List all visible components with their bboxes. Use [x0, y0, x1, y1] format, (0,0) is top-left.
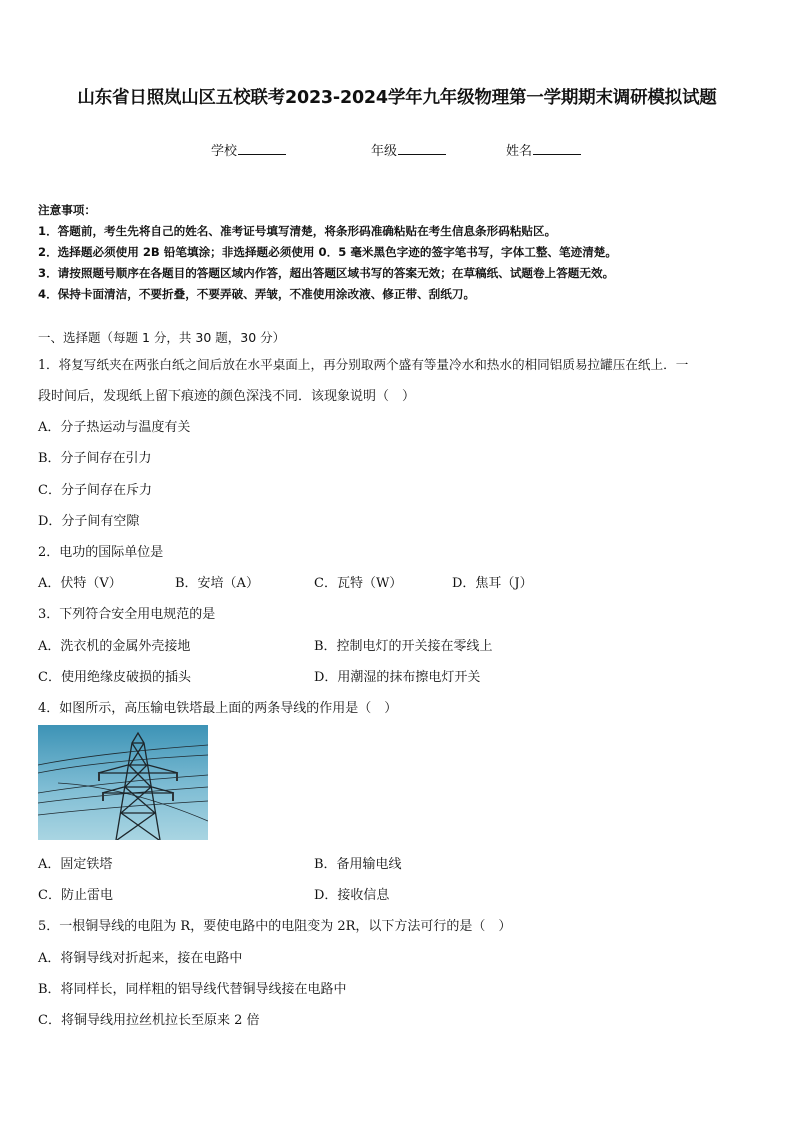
q4-option-c[interactable]: C．防止雷电: [38, 888, 113, 903]
q1-option-d[interactable]: D．分子间有空隙: [38, 514, 140, 529]
notice-heading: 注意事项：: [38, 203, 96, 217]
question-1-stem-cont: 段时间后，发现纸上留下痕迹的颜色深浅不同．该现象说明（ ）: [38, 389, 416, 404]
q1-option-b[interactable]: B．分子间存在引力: [38, 451, 152, 466]
q1-option-a[interactable]: A．分子热运动与温度有关: [38, 420, 191, 435]
school-field: [211, 140, 286, 159]
name-field: [506, 140, 581, 159]
q2-option-d[interactable]: D．焦耳（J）: [452, 576, 533, 591]
grade-label: 年级: [371, 144, 398, 159]
notice-item: 2．选择题必须使用 2B 铅笔填涂；非选择题必须使用 0．5 毫米黑色字迹的签字笔书写，字体工整、笔迹清楚。: [38, 245, 617, 259]
q3-option-a[interactable]: A．洗衣机的金属外壳接地: [38, 639, 191, 654]
q4-option-d[interactable]: D．接收信息: [314, 888, 390, 903]
notice-item: 4．保持卡面清洁，不要折叠，不要弄破、弄皱，不准使用涂改液、修正带、刮纸刀。: [38, 287, 476, 301]
q1-option-c[interactable]: C．分子间存在斥力: [38, 483, 152, 498]
grade-field: [371, 140, 446, 159]
q5-option-c[interactable]: C．将铜导线用拉丝机拉长至原来 2 倍: [38, 1013, 260, 1028]
q3-option-b[interactable]: B．控制电灯的开关接在零线上: [314, 639, 493, 654]
q3-option-d[interactable]: D．用潮湿的抹布擦电灯开关: [314, 670, 481, 685]
q2-option-c[interactable]: C．瓦特（W）: [314, 576, 403, 591]
q5-option-b[interactable]: B．将同样长，同样粗的铝导线代替铜导线接在电路中: [38, 982, 347, 997]
q2-option-b[interactable]: B．安培（A）: [175, 576, 259, 591]
question-2-stem: 2．电功的国际单位是: [38, 545, 164, 560]
q3-option-c[interactable]: C．使用绝缘皮破损的插头: [38, 670, 191, 685]
school-label: 学校: [211, 144, 238, 159]
notice-item: 1．答题前，考生先将自己的姓名、准考证号填写清楚，将条形码准确粘贴在考生信息条形码粘贴区。: [38, 224, 557, 238]
section-heading: 一、选择题（每题 1 分，共 30 题，30 分）: [38, 330, 286, 345]
exam-title: 山东省日照岚山区五校联考2023-2024学年九年级物理第一学期期末调研模拟试题: [77, 88, 717, 108]
school-blank[interactable]: [238, 142, 286, 155]
question-3-stem: 3．下列符合安全用电规范的是: [38, 607, 216, 622]
name-label: 姓名: [506, 144, 533, 159]
name-blank[interactable]: [533, 142, 581, 155]
question-5-stem: 5．一根铜导线的电阻为 R，要使电路中的电阻变为 2R，以下方法可行的是（ ）: [38, 919, 512, 934]
notice-item: 3．请按照题号顺序在各题目的答题区域内作答，超出答题区域书写的答案无效；在草稿纸、试题卷上答题无效。: [38, 266, 615, 280]
q4-option-a[interactable]: A．固定铁塔: [38, 857, 113, 872]
q4-option-b[interactable]: B．备用输电线: [314, 857, 402, 872]
q2-option-a[interactable]: A．伏特（V）: [38, 576, 122, 591]
power-tower-photo: [38, 725, 208, 840]
question-1-stem: 1．将复写纸夹在两张白纸之间后放在水平桌面上，再分别取两个盛有等量冷水和热水的相同铝质易拉罐压在纸上．一: [38, 357, 689, 372]
question-4-stem: 4．如图所示，高压输电铁塔最上面的两条导线的作用是（ ）: [38, 701, 398, 716]
q5-option-a[interactable]: A．将铜导线对折起来，接在电路中: [38, 951, 243, 966]
grade-blank[interactable]: [398, 142, 446, 155]
